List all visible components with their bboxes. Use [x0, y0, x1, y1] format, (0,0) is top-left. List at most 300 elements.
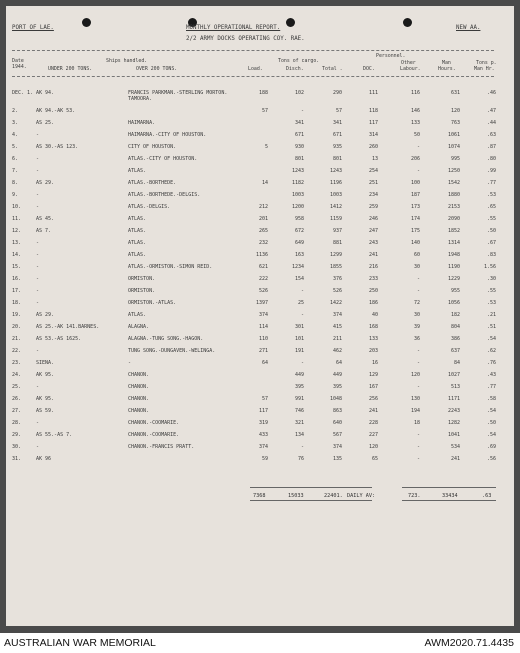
- row-total: 374: [332, 443, 342, 450]
- row-load: 1136: [255, 251, 268, 258]
- row-man-hours: 2153: [447, 203, 460, 210]
- row-load: 265: [258, 227, 268, 234]
- row-other-labour: -: [416, 431, 420, 438]
- row-under-200: -: [36, 191, 40, 198]
- table-row: [6, 324, 514, 333]
- row-under-200: AS 25.: [36, 119, 55, 126]
- table-row: [6, 144, 514, 153]
- total-other-labour: 723.: [408, 493, 421, 499]
- col-man-hours-1: Man: [442, 60, 451, 66]
- col-year: 1944.: [12, 64, 27, 70]
- row-under-200: -: [36, 167, 40, 174]
- row-doc: 111: [368, 90, 378, 96]
- row-tons-per-hour: .44: [486, 119, 496, 126]
- row-disch: 154: [294, 275, 304, 282]
- table-row: [6, 192, 514, 201]
- row-tons-per-hour: .80: [486, 155, 496, 162]
- row-total: 1412: [329, 203, 342, 210]
- row-total: 341: [332, 119, 342, 126]
- row-tons-per-hour: .58: [486, 395, 496, 402]
- row-other-labour: -: [416, 143, 420, 150]
- row-man-hours: 1852: [447, 227, 460, 234]
- row-doc: 241: [368, 407, 378, 414]
- col-man-hours-2: Hours.: [438, 66, 456, 72]
- row-other-labour: 133: [410, 119, 420, 126]
- row-over-200: ATLAS.-ORMISTON.-SIMON REID.: [128, 263, 213, 270]
- row-load: 57: [261, 107, 268, 114]
- row-doc: 256: [368, 395, 378, 402]
- table-row: [6, 180, 514, 189]
- row-doc: 247: [368, 227, 378, 234]
- row-date: 3.: [12, 119, 19, 126]
- row-disch: 1200: [291, 203, 304, 210]
- row-tons-per-hour: .53: [486, 299, 496, 306]
- col-doc: DOC.: [363, 66, 375, 72]
- row-disch: 341: [294, 119, 304, 126]
- row-tons-per-hour: .21: [486, 311, 496, 318]
- port-heading: PORT OF LAE.: [12, 25, 54, 31]
- row-other-labour: 187: [410, 191, 420, 198]
- row-doc: 246: [368, 215, 378, 222]
- row-date: 12.: [12, 227, 22, 234]
- row-disch: 1182: [291, 179, 304, 186]
- header-rule-bottom: [12, 76, 494, 77]
- row-tons-per-hour: .46: [486, 90, 496, 96]
- row-under-200: -: [36, 443, 40, 450]
- row-disch: 746: [294, 407, 304, 414]
- row-under-200: -: [36, 419, 40, 426]
- row-load: 114: [258, 323, 268, 330]
- row-date: 25.: [12, 383, 22, 390]
- row-total: 135: [332, 455, 342, 462]
- row-disch: 25: [297, 299, 304, 306]
- row-man-hours: 120: [450, 107, 460, 114]
- row-under-200: AS 7.: [36, 227, 52, 234]
- row-doc: 16: [371, 359, 378, 366]
- col-tons-per-1: Tons p.: [476, 60, 497, 66]
- row-man-hours: 955: [450, 287, 460, 294]
- table-row: [6, 336, 514, 345]
- row-over-200: ORMISTON.: [128, 275, 156, 282]
- row-man-hours: 386: [450, 335, 460, 342]
- table-row: [6, 264, 514, 273]
- totals-rule-upper-right: [402, 487, 496, 488]
- row-load: 5: [264, 143, 268, 150]
- row-other-labour: 39: [413, 323, 420, 330]
- table-row: [6, 444, 514, 453]
- row-doc: 243: [368, 239, 378, 246]
- row-man-hours: 534: [450, 443, 460, 450]
- row-doc: 65: [371, 455, 378, 462]
- row-under-200: -: [36, 131, 40, 138]
- row-total: 935: [332, 143, 342, 150]
- row-date: 15.: [12, 263, 22, 270]
- row-over-200: ATLAS.: [128, 167, 147, 174]
- row-under-200: -: [36, 263, 40, 270]
- row-over-200: CHANON.: [128, 395, 150, 402]
- row-other-labour: 140: [410, 239, 420, 246]
- row-tons-per-hour: .51: [486, 323, 496, 330]
- row-other-labour: -: [416, 359, 420, 366]
- row-other-labour: 175: [410, 227, 420, 234]
- row-tons-per-hour: .69: [486, 443, 496, 450]
- row-under-200: AS 53.-AS 1625.: [36, 335, 82, 342]
- row-doc: 251: [368, 179, 378, 186]
- row-over-200: ORMISTON.: [128, 287, 156, 294]
- row-under-200: -: [36, 287, 40, 294]
- row-tons-per-hour: .50: [486, 419, 496, 426]
- row-over-200: CHANON.: [128, 371, 150, 378]
- row-total: 1048: [329, 395, 342, 402]
- row-load: 433: [258, 431, 268, 438]
- row-man-hours: 763: [450, 119, 460, 126]
- unit-heading: 2/2 ARMY DOCKS OPERATING COY. RAE.: [186, 36, 305, 42]
- row-load: 201: [258, 215, 268, 222]
- row-load: 117: [258, 407, 268, 414]
- row-disch: 191: [294, 347, 304, 354]
- row-other-labour: -: [416, 443, 420, 450]
- row-doc: 216: [368, 263, 378, 270]
- totals-rule-lower: [250, 500, 372, 501]
- total-disch: 15033: [288, 493, 304, 499]
- row-doc: 259: [368, 203, 378, 210]
- row-date: 9.: [12, 191, 19, 198]
- punch-hole: [403, 18, 412, 27]
- row-doc: 13: [371, 155, 378, 162]
- row-disch: -: [300, 443, 304, 450]
- row-over-200: CITY OF HOUSTON.: [128, 143, 177, 150]
- row-date: 16.: [12, 275, 22, 282]
- row-total: 449: [332, 371, 342, 378]
- row-tons-per-hour: .67: [486, 239, 496, 246]
- row-total: 57: [335, 107, 342, 114]
- row-man-hours: 637: [450, 347, 460, 354]
- row-tons-per-hour: .83: [486, 251, 496, 258]
- row-date: 29.: [12, 431, 22, 438]
- row-other-labour: 130: [410, 395, 420, 402]
- row-date: 30.: [12, 443, 22, 450]
- row-tons-per-hour: .62: [486, 347, 496, 354]
- row-disch: -: [300, 311, 304, 318]
- row-load: 64: [261, 359, 268, 366]
- row-date: 8.: [12, 179, 19, 186]
- row-over-200: ATLAS.: [128, 311, 147, 318]
- row-other-labour: 173: [410, 203, 420, 210]
- row-man-hours: 1027: [447, 371, 460, 378]
- col-over-200: OVER 200 TONS.: [136, 66, 178, 72]
- row-disch: 102: [294, 90, 304, 96]
- row-disch: -: [300, 359, 304, 366]
- row-under-200: AK 94.-AK 53.: [36, 107, 76, 114]
- row-date: 13.: [12, 239, 22, 246]
- row-total: 211: [332, 335, 342, 342]
- row-under-200: AS 30.-AS 123.: [36, 143, 79, 150]
- row-total: 290: [332, 90, 342, 96]
- row-disch: 301: [294, 323, 304, 330]
- row-load: 374: [258, 311, 268, 318]
- row-man-hours: 1250: [447, 167, 460, 174]
- row-tons-per-hour: .77: [486, 383, 496, 390]
- row-over-200: ATLAS.: [128, 251, 147, 258]
- row-other-labour: 100: [410, 179, 420, 186]
- table-row: [6, 420, 514, 429]
- header-rule-top: [12, 50, 494, 51]
- punch-hole: [82, 18, 91, 27]
- table-row: [6, 204, 514, 213]
- row-other-labour: 18: [413, 419, 420, 426]
- row-total: 671: [332, 131, 342, 138]
- row-other-labour: -: [416, 287, 420, 294]
- row-disch: 134: [294, 431, 304, 438]
- row-under-200: AK 95.: [36, 395, 55, 402]
- row-date: 31.: [12, 455, 22, 462]
- row-disch: 76: [297, 455, 304, 462]
- table-row: [6, 300, 514, 309]
- row-under-200: AS 29.: [36, 179, 55, 186]
- row-total: 64: [335, 359, 342, 366]
- row-other-labour: 50: [413, 131, 420, 138]
- row-date: 20.: [12, 323, 22, 330]
- row-tons-per-hour: .50: [486, 227, 496, 234]
- report-title: MONTHLY OPERATIONAL REPORT.: [186, 25, 281, 31]
- row-load: 59: [261, 455, 268, 462]
- col-total: Total .: [322, 66, 343, 72]
- row-disch: 649: [294, 239, 304, 246]
- row-date: 11.: [12, 215, 22, 222]
- row-man-hours: 1880: [447, 191, 460, 198]
- row-date: 17.: [12, 287, 22, 294]
- row-date: 10.: [12, 203, 22, 210]
- row-tons-per-hour: .47: [486, 107, 496, 114]
- row-total: 376: [332, 275, 342, 282]
- table-row: [6, 132, 514, 141]
- row-date: 28.: [12, 419, 22, 426]
- row-date: 7.: [12, 167, 19, 174]
- row-disch: 930: [294, 143, 304, 150]
- row-load: 14: [261, 179, 268, 186]
- row-total: 415: [332, 323, 342, 330]
- row-date: 24.: [12, 371, 22, 378]
- row-other-labour: 194: [410, 407, 420, 414]
- row-date: 6.: [12, 155, 19, 162]
- row-tons-per-hour: .55: [486, 287, 496, 294]
- row-man-hours: 1542: [447, 179, 460, 186]
- reference-number: NEW AA.: [456, 25, 481, 31]
- row-under-200: AS 55.-AS 7.: [36, 431, 73, 438]
- row-man-hours: 1074: [447, 143, 460, 150]
- row-total: 863: [332, 407, 342, 414]
- row-doc: 117: [368, 119, 378, 126]
- row-tons-per-hour: 1.56: [483, 263, 496, 270]
- row-doc: 234: [368, 191, 378, 198]
- row-tons-per-hour: .43: [486, 371, 496, 378]
- table-row: [6, 384, 514, 393]
- row-date: 2.: [12, 107, 19, 114]
- row-doc: 241: [368, 251, 378, 258]
- row-under-200: -: [36, 275, 40, 282]
- col-ships-handled: Ships handled.: [106, 58, 148, 64]
- row-over-200: TAMOORA.: [128, 95, 153, 102]
- row-load: 57: [261, 395, 268, 402]
- row-man-hours: 1190: [447, 263, 460, 270]
- table-row: [6, 120, 514, 129]
- row-over-200: HAIMARNA.-CITY OF HOUSTON.: [128, 131, 207, 138]
- row-over-200: ATLAS.: [128, 215, 147, 222]
- punch-hole: [286, 18, 295, 27]
- row-load: 374: [258, 443, 268, 450]
- row-over-200: CHANON.-FRANCIS PRATT.: [128, 443, 195, 450]
- row-tons-per-hour: .65: [486, 203, 496, 210]
- row-doc: 40: [371, 311, 378, 318]
- archive-footer: [0, 633, 520, 653]
- row-under-200: -: [36, 347, 40, 354]
- row-over-200: HAIMARNA.: [128, 119, 156, 126]
- row-other-labour: -: [416, 383, 420, 390]
- row-over-200: ATLAS.-BORTHEDE.-DELGIS.: [128, 191, 201, 198]
- row-other-labour: 174: [410, 215, 420, 222]
- row-total: 1243: [329, 167, 342, 174]
- row-other-labour: 206: [410, 155, 420, 162]
- row-under-200: AS 29.: [36, 311, 55, 318]
- row-disch: 1243: [291, 167, 304, 174]
- row-man-hours: 513: [450, 383, 460, 390]
- row-date: 18.: [12, 299, 22, 306]
- total-tons-per-hour: .63: [482, 493, 492, 499]
- table-row: [6, 396, 514, 405]
- table-row: [6, 276, 514, 285]
- row-tons-per-hour: .99: [486, 167, 496, 174]
- row-load: 222: [258, 275, 268, 282]
- col-labour: Labour.: [400, 66, 421, 72]
- row-man-hours: 241: [450, 455, 460, 462]
- row-over-200: ALAGNA.-TUNG SONG.-HAGON.: [128, 335, 204, 342]
- row-disch: 672: [294, 227, 304, 234]
- row-man-hours: 2243: [447, 407, 460, 414]
- row-doc: 233: [368, 275, 378, 282]
- row-date: 26.: [12, 395, 22, 402]
- row-date: 14.: [12, 251, 22, 258]
- row-tons-per-hour: .53: [486, 191, 496, 198]
- row-under-200: -: [36, 251, 40, 258]
- row-other-labour: 146: [410, 107, 420, 114]
- row-disch: 991: [294, 395, 304, 402]
- row-total: 462: [332, 347, 342, 354]
- row-over-200: ATLAS.: [128, 239, 147, 246]
- row-load: 621: [258, 263, 268, 270]
- col-tons-per-2: Man Hr.: [474, 66, 495, 72]
- col-disch: Disch.: [286, 66, 304, 72]
- row-disch: 321: [294, 419, 304, 426]
- row-total: 1299: [329, 251, 342, 258]
- row-under-200: AS 59.: [36, 407, 55, 414]
- row-man-hours: 1314: [447, 239, 460, 246]
- row-tons-per-hour: .54: [486, 335, 496, 342]
- row-total: 374: [332, 311, 342, 318]
- row-under-200: -: [36, 239, 40, 246]
- row-load: 212: [258, 203, 268, 210]
- row-other-labour: -: [416, 347, 420, 354]
- row-total: 801: [332, 155, 342, 162]
- table-row: [6, 108, 514, 117]
- row-disch: 101: [294, 335, 304, 342]
- total-man-hours: 33434: [442, 493, 458, 499]
- row-over-200: FRANCIS PARKMAN.-STERLING MORTON.: [128, 90, 228, 96]
- row-total: 640: [332, 419, 342, 426]
- table-row: [6, 288, 514, 297]
- table-row: [6, 312, 514, 321]
- row-over-200: -: [128, 359, 132, 366]
- row-under-200: -: [36, 299, 40, 306]
- row-disch: 1234: [291, 263, 304, 270]
- row-total: 1855: [329, 263, 342, 270]
- row-other-labour: 60: [413, 251, 420, 258]
- row-date: 5.: [12, 143, 19, 150]
- row-other-labour: 72: [413, 299, 420, 306]
- row-load: 271: [258, 347, 268, 354]
- col-other: Other: [401, 60, 416, 66]
- row-doc: 260: [368, 143, 378, 150]
- row-doc: 227: [368, 431, 378, 438]
- row-disch: -: [300, 107, 304, 114]
- row-tons-per-hour: .55: [486, 215, 496, 222]
- row-date: 4.: [12, 131, 19, 138]
- row-man-hours: 1041: [447, 431, 460, 438]
- table-row: [6, 168, 514, 177]
- row-under-200: AK 96: [36, 455, 52, 462]
- row-under-200: SIENA.: [36, 359, 55, 366]
- row-man-hours: 804: [450, 323, 460, 330]
- total-load: 7368: [253, 493, 266, 499]
- row-man-hours: 1171: [447, 395, 460, 402]
- row-disch: -: [300, 287, 304, 294]
- row-over-200: ATLAS.-DELGIS.: [128, 203, 171, 210]
- row-load: 1397: [255, 299, 268, 306]
- totals-rule-lower-right: [402, 500, 496, 501]
- row-man-hours: 1061: [447, 131, 460, 138]
- table-row: [6, 432, 514, 441]
- row-man-hours: 1282: [447, 419, 460, 426]
- row-under-200: -: [36, 155, 40, 162]
- row-total: 881: [332, 239, 342, 246]
- row-other-labour: -: [416, 167, 420, 174]
- table-row: [6, 408, 514, 417]
- row-tons-per-hour: .87: [486, 143, 496, 150]
- row-date: 21.: [12, 335, 22, 342]
- row-doc: 254: [368, 167, 378, 174]
- row-under-200: AK 94.: [36, 90, 55, 96]
- row-date: 27.: [12, 407, 22, 414]
- col-tons-of-cargo: Tons of cargo.: [278, 58, 320, 64]
- row-doc: 167: [368, 383, 378, 390]
- row-total: 395: [332, 383, 342, 390]
- row-man-hours: 1056: [447, 299, 460, 306]
- row-man-hours: 1948: [447, 251, 460, 258]
- row-under-200: AS 25.-AK 141.BARNES.: [36, 323, 100, 330]
- row-under-200: AK 95.: [36, 371, 55, 378]
- table-row: [6, 96, 514, 105]
- row-date: 23.: [12, 359, 22, 366]
- row-doc: 186: [368, 299, 378, 306]
- row-under-200: -: [36, 383, 40, 390]
- row-disch: 163: [294, 251, 304, 258]
- row-man-hours: 631: [450, 90, 460, 96]
- row-load: 188: [258, 90, 268, 96]
- row-total: 1422: [329, 299, 342, 306]
- row-tons-per-hour: .56: [486, 455, 496, 462]
- row-over-200: ALAGNA.: [128, 323, 150, 330]
- row-doc: 228: [368, 419, 378, 426]
- archive-name: AUSTRALIAN WAR MEMORIAL: [4, 637, 156, 649]
